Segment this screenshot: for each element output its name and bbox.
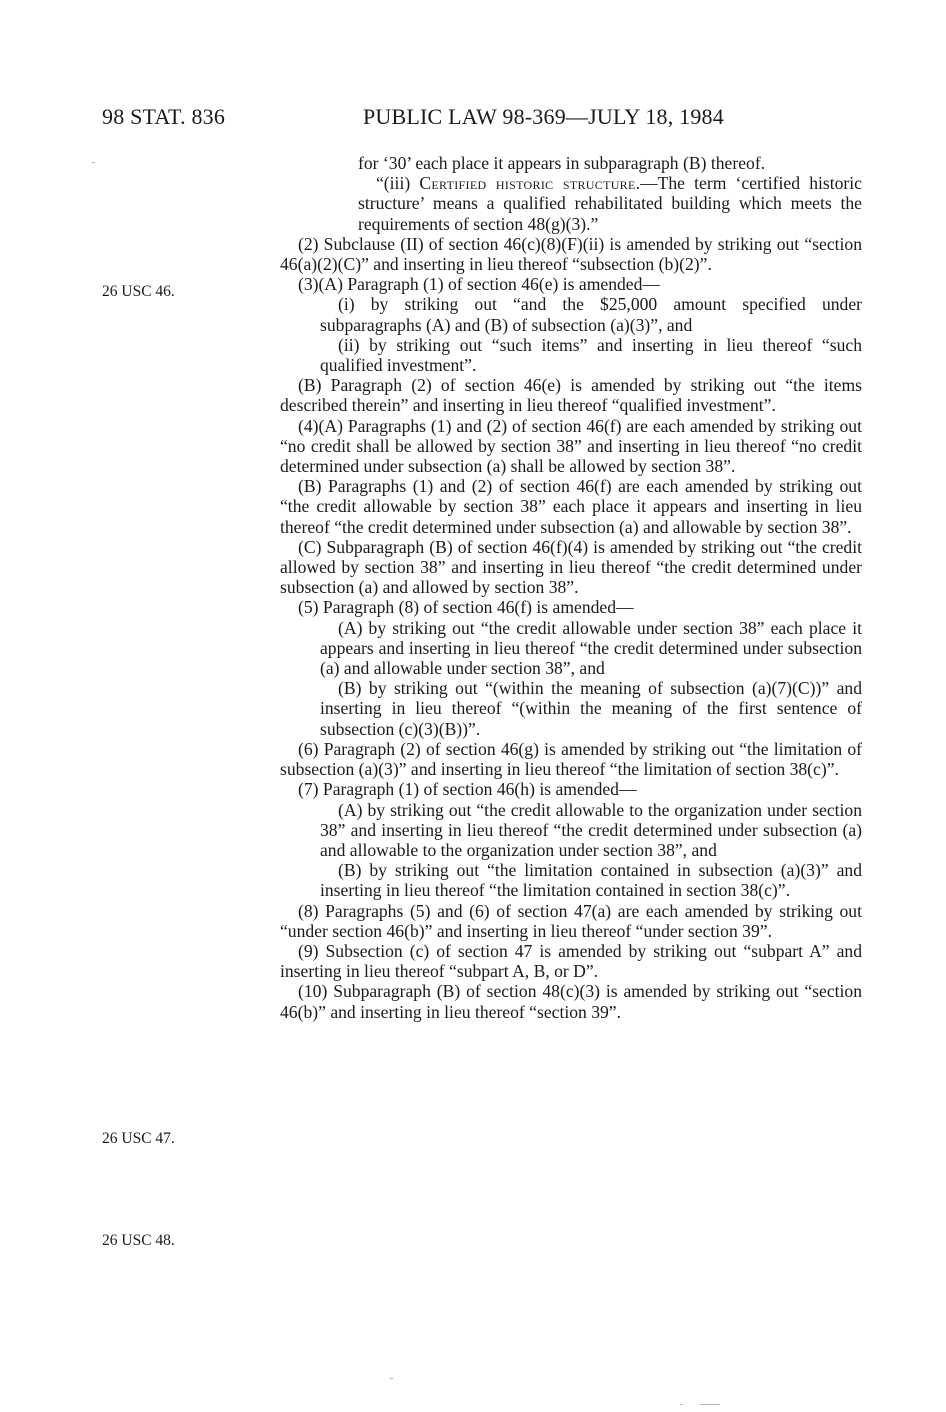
paragraph-9: (9) Subsection (c) of section 47 is amended by striking out “subpart A” and inserting in lieu thereof “subpart A, B, or D”. [280, 940, 862, 982]
paragraph-5: (5) Paragraph (8) of section 46(f) is amended— [298, 597, 634, 618]
margin-note-usc-48: 26 USC 48. [102, 1232, 175, 1249]
scan-speck [390, 1378, 393, 1379]
margin-note-usc-47: 26 USC 47. [102, 1130, 175, 1147]
paragraph-6: (6) Paragraph (2) of section 46(g) is amended by striking out “the limitation of subsection (a)(3)” and inserting in lieu thereof “the limitation of section 38(c)”. [280, 738, 862, 780]
paragraph-7: (7) Paragraph (1) of section 46(h) is amended— [298, 779, 637, 800]
paragraph-8: (8) Paragraphs (5) and (6) of section 47(a) are each amended by striking out “under section 46(b)” and inserting in lieu thereof “under section 39”. [280, 900, 862, 941]
paragraph-prefix: “(iii) [376, 173, 420, 194]
paragraph-rest: .—The term ‘certified historic structure’ means a qualified rehabilitated building which meets the requirements of section 48(g)(3).” [358, 173, 862, 234]
paragraph-10: (10) Subparagraph (B) of section 48(c)(3) is amended by striking out “section 46(b)” and inserting in lieu thereof “section 39”. [280, 981, 862, 1022]
scan-speck [92, 162, 95, 163]
statute-body [280, 153, 862, 1022]
paragraph-3b: (B) Paragraph (2) of section 46(e) is amended by striking out “the items described therein” and inserting in lieu thereof “qualified investment”. [280, 375, 862, 416]
paragraph-continuation: for ‘30’ each place it appears in subparagraph (B) thereof. [358, 153, 766, 173]
paragraph-4a: (4)(A) Paragraphs (1) and (2) of section 46(f) are each amended by striking out “no credit shall be allowed by section 38” and inserting in lieu thereof “no credit determined under subsection (a) shall be allowed by section 38”. [280, 415, 862, 477]
paragraph-caption: Certified historic structure [419, 173, 636, 194]
paragraph-2: (2) Subclause (II) of section 46(c)(8)(F)(ii) is amended by striking out “section 46(a)(2)(C)” and inserting in lieu thereof “subsection (b)(2)”. [280, 233, 862, 275]
scan-speck [680, 1404, 683, 1405]
margin-note-usc-46: 26 USC 46. [102, 283, 175, 300]
paragraph-3a-i: (i) by striking out “and the $25,000 amount specified under subparagraphs (A) and (B) of subsection (a)(3)”, and [320, 294, 862, 335]
paragraph-certified-historic-structure [358, 173, 862, 234]
paragraph-7a: (A) by striking out “the credit allowable to the organization under section 38” and inserting in lieu thereof “the credit determined under subsection (a) and allowable to the organization under section 38”, and [320, 799, 862, 860]
paragraph-4c: (C) Subparagraph (B) of section 46(f)(4) is amended by striking out “the credit allowed by section 38” and inserting in lieu thereof “the credit determined under subsection (a) and allowed by section 38”. [280, 536, 862, 598]
paragraph-7b: (B) by striking out “the limitation contained in subsection (a)(3)” and inserting in lieu thereof “the limitation contained in section 38(c)”. [320, 860, 862, 901]
paragraph-3a-ii: (ii) by striking out “such items” and inserting in lieu thereof “such qualified investment”. [320, 334, 862, 376]
statute-page-number: 98 STAT. 836 [102, 104, 226, 129]
paragraph-4b: (B) Paragraphs (1) and (2) of section 46(f) are each amended by striking out “the credit allowable by section 38” each place it appears and inserting in lieu thereof “the credit determined under subsection (a) and allowable by section 38”. [280, 476, 862, 537]
public-law-header: PUBLIC LAW 98-369—JULY 18, 1984 [363, 104, 724, 129]
paragraph-3a: (3)(A) Paragraph (1) of section 46(e) is amended— [298, 274, 661, 295]
paragraph-5a: (A) by striking out “the credit allowable under section 38” each place it appears and inserting in lieu thereof “the credit determined under subsection (a) and allowable under section 38”, and [320, 617, 862, 679]
scan-speck [700, 1404, 720, 1405]
paragraph-5b: (B) by striking out “(within the meaning of subsection (a)(7)(C))” and inserting in lieu thereof “(within the meaning of the first sentence of subsection (c)(3)(B))”. [320, 678, 862, 739]
